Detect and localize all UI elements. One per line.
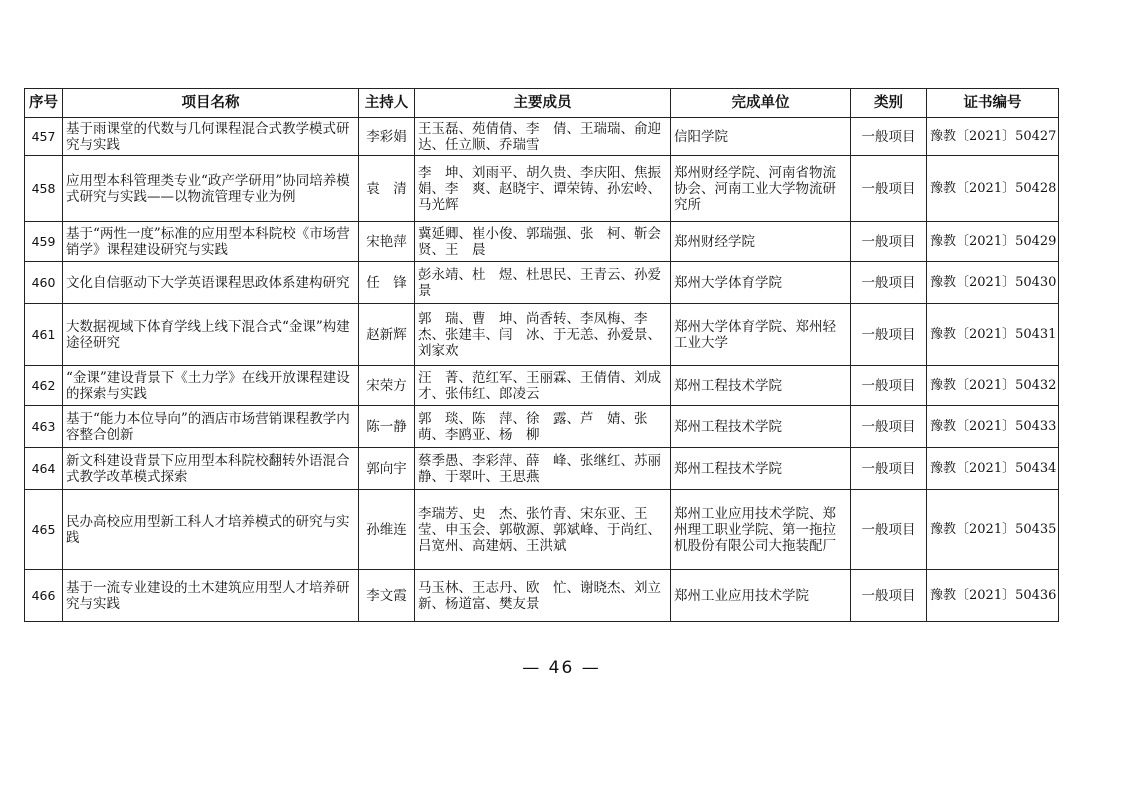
row-no: 462	[25, 366, 63, 406]
row-unit: 郑州财经学院	[671, 222, 851, 262]
row-no: 460	[25, 262, 63, 304]
header-unit: 完成单位	[671, 89, 851, 118]
row-category: 一般项目	[851, 262, 927, 304]
row-name: 文化自信驱动下大学英语课程思政体系建构研究	[63, 262, 359, 304]
row-no: 461	[25, 304, 63, 366]
project-table	[24, 88, 1059, 622]
row-unit: 郑州财经学院、河南省物流协会、河南工业大学物流研究所	[671, 156, 851, 222]
row-unit: 郑州工程技术学院	[671, 366, 851, 406]
table-row	[25, 570, 1059, 622]
row-category: 一般项目	[851, 490, 927, 570]
row-cert: 豫教〔2021〕50434	[927, 448, 1059, 490]
row-members: 郭 琰、陈 萍、徐 露、芦 婧、张 萌、李鸥亚、杨 柳	[415, 406, 671, 448]
row-members: 冀延卿、崔小俊、郭瑞强、张 柯、靳会贤、王 晨	[415, 222, 671, 262]
row-no: 464	[25, 448, 63, 490]
row-host: 郭向宇	[359, 448, 415, 490]
row-host: 李彩娟	[359, 118, 415, 156]
row-name: 基于“能力本位导向”的酒店市场营销课程教学内容整合创新	[63, 406, 359, 448]
table-row	[25, 448, 1059, 490]
row-name: 基于一流专业建设的土木建筑应用型人才培养研究与实践	[63, 570, 359, 622]
row-category: 一般项目	[851, 156, 927, 222]
row-unit: 郑州工业应用技术学院、郑州理工职业学院、第一拖拉机股份有限公司大拖装配厂	[671, 490, 851, 570]
row-members: 蔡季愚、李彩萍、薛 峰、张继红、苏丽静、于翠叶、王思燕	[415, 448, 671, 490]
row-host: 袁 清	[359, 156, 415, 222]
row-cert: 豫教〔2021〕50433	[927, 406, 1059, 448]
table-row	[25, 304, 1059, 366]
row-host: 宋艳萍	[359, 222, 415, 262]
row-unit: 郑州工程技术学院	[671, 448, 851, 490]
row-name: 基于“两性一度”标准的应用型本科院校《市场营销学》课程建设研究与实践	[63, 222, 359, 262]
table-header-row	[25, 89, 1059, 118]
row-name: 应用型本科管理类专业“政产学研用”协同培养模式研究与实践——以物流管理专业为例	[63, 156, 359, 222]
row-category: 一般项目	[851, 448, 927, 490]
row-name: 大数据视域下体育学线上线下混合式“金课”构建途径研究	[63, 304, 359, 366]
table-row	[25, 262, 1059, 304]
row-no: 465	[25, 490, 63, 570]
row-category: 一般项目	[851, 366, 927, 406]
row-unit: 信阳学院	[671, 118, 851, 156]
row-cert: 豫教〔2021〕50432	[927, 366, 1059, 406]
header-host: 主持人	[359, 89, 415, 118]
row-host: 赵新辉	[359, 304, 415, 366]
header-name: 项目名称	[63, 89, 359, 118]
table-row	[25, 406, 1059, 448]
row-host: 李文霞	[359, 570, 415, 622]
row-name: 基于雨课堂的代数与几何课程混合式教学模式研究与实践	[63, 118, 359, 156]
row-category: 一般项目	[851, 304, 927, 366]
row-name: “金课”建设背景下《土力学》在线开放课程建设的探索与实践	[63, 366, 359, 406]
header-members: 主要成员	[415, 89, 671, 118]
row-unit: 郑州工程技术学院	[671, 406, 851, 448]
row-members: 李 坤、刘雨平、胡久贵、李庆阳、焦振娟、李 爽、赵晓宇、谭荣铸、孙宏岭、马光辉	[415, 156, 671, 222]
row-name: 民办高校应用型新工科人才培养模式的研究与实践	[63, 490, 359, 570]
row-name: 新文科建设背景下应用型本科院校翻转外语混合式教学改革模式探索	[63, 448, 359, 490]
row-host: 陈一静	[359, 406, 415, 448]
row-cert: 豫教〔2021〕50436	[927, 570, 1059, 622]
table-row	[25, 490, 1059, 570]
row-host: 任 锋	[359, 262, 415, 304]
row-category: 一般项目	[851, 222, 927, 262]
row-unit: 郑州工业应用技术学院	[671, 570, 851, 622]
table-row	[25, 366, 1059, 406]
row-no: 463	[25, 406, 63, 448]
row-members: 王玉磊、苑倩倩、李 倩、王瑞瑞、俞迎达、任立顺、乔瑞雪	[415, 118, 671, 156]
row-category: 一般项目	[851, 570, 927, 622]
row-members: 汪 菁、范红军、王丽霖、王倩倩、刘成才、张伟红、郎凌云	[415, 366, 671, 406]
row-cert: 豫教〔2021〕50430	[927, 262, 1059, 304]
row-category: 一般项目	[851, 118, 927, 156]
header-cert: 证书编号	[927, 89, 1059, 118]
row-cert: 豫教〔2021〕50427	[927, 118, 1059, 156]
page-number: — 46 —	[522, 658, 601, 678]
row-no: 458	[25, 156, 63, 222]
row-unit: 郑州大学体育学院、郑州轻工业大学	[671, 304, 851, 366]
row-category: 一般项目	[851, 406, 927, 448]
row-host: 宋荣方	[359, 366, 415, 406]
table-row	[25, 156, 1059, 222]
row-no: 466	[25, 570, 63, 622]
header-category: 类别	[851, 89, 927, 118]
project-table-container	[24, 88, 1058, 622]
row-cert: 豫教〔2021〕50435	[927, 490, 1059, 570]
header-no: 序号	[25, 89, 63, 118]
row-unit: 郑州大学体育学院	[671, 262, 851, 304]
table-row	[25, 118, 1059, 156]
row-cert: 豫教〔2021〕50428	[927, 156, 1059, 222]
row-cert: 豫教〔2021〕50431	[927, 304, 1059, 366]
row-members: 马玉林、王志丹、欧 忙、谢晓杰、刘立新、杨道富、樊友景	[415, 570, 671, 622]
table-row	[25, 222, 1059, 262]
row-no: 459	[25, 222, 63, 262]
row-members: 郭 瑞、曹 坤、尚香转、李凤梅、李 杰、张建丰、闫 冰、于无恙、孙爱景、刘家欢	[415, 304, 671, 366]
row-members: 李瑞芳、史 杰、张竹青、宋东亚、王 莹、申玉会、郭敬源、郭斌峰、于尚红、吕宽州、高建炳、王洪斌	[415, 490, 671, 570]
row-cert: 豫教〔2021〕50429	[927, 222, 1059, 262]
row-host: 孙维连	[359, 490, 415, 570]
row-no: 457	[25, 118, 63, 156]
row-members: 彭永靖、杜 煜、杜思民、王青云、孙爱景	[415, 262, 671, 304]
